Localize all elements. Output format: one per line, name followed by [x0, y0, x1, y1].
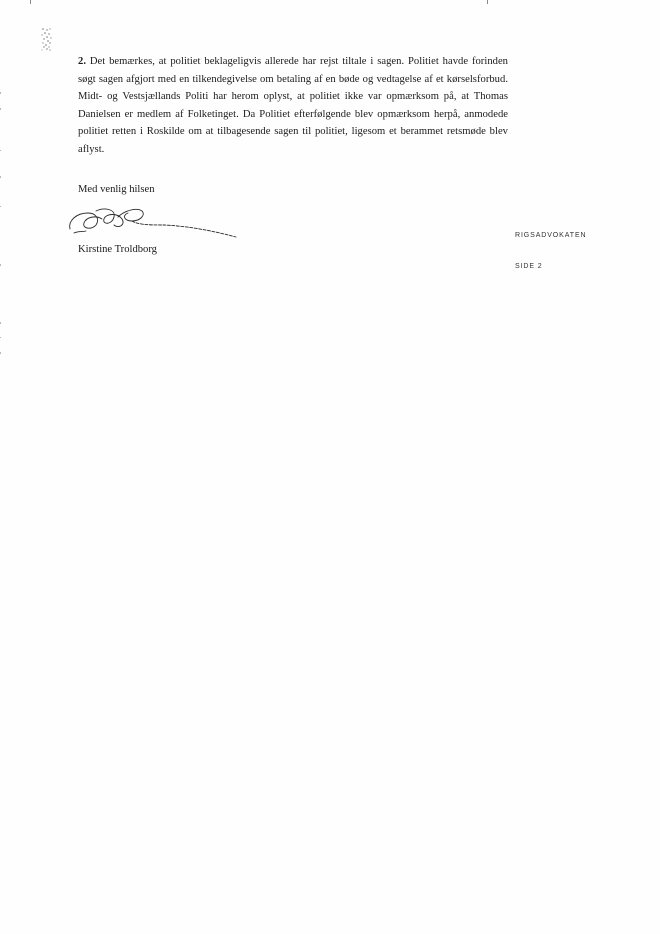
letter-paragraph	[78, 53, 508, 159]
scan-mark	[30, 0, 31, 4]
scan-edge	[0, 0, 3, 934]
signer-name: Kirstine Troldborg	[78, 244, 157, 255]
paragraph-text: Det bemærkes, at politiet beklageligvis allerede har rejst tiltale i sagen. Politiet havde forinden søgt sagen afgjort med en tilkendegivelse om betaling af en bøde og vedtagelse af et kørselsforbud. Midt- og Vestsjællands Politi har herom oplyst, at politiet ikke var opmærksom på, at Thomas Danielsen er medlem af Folketinget. Da Politiet efterfølgende blev opmærksom herpå, anmodede politiet retten i Roskilde om at tilbagesende sagen til politiet, ligesom et berammet retsmøde blev aflyst.	[78, 56, 508, 155]
closing-greeting: Med venlig hilsen	[78, 184, 155, 195]
page-number-label: SIDE 2	[515, 263, 543, 270]
scan-mark	[487, 0, 488, 4]
organization-label: RIGSADVOKATEN	[515, 232, 587, 239]
scan-stamp-mark	[38, 26, 56, 56]
paragraph-number: 2.	[78, 56, 86, 67]
handwritten-signature	[66, 199, 246, 241]
